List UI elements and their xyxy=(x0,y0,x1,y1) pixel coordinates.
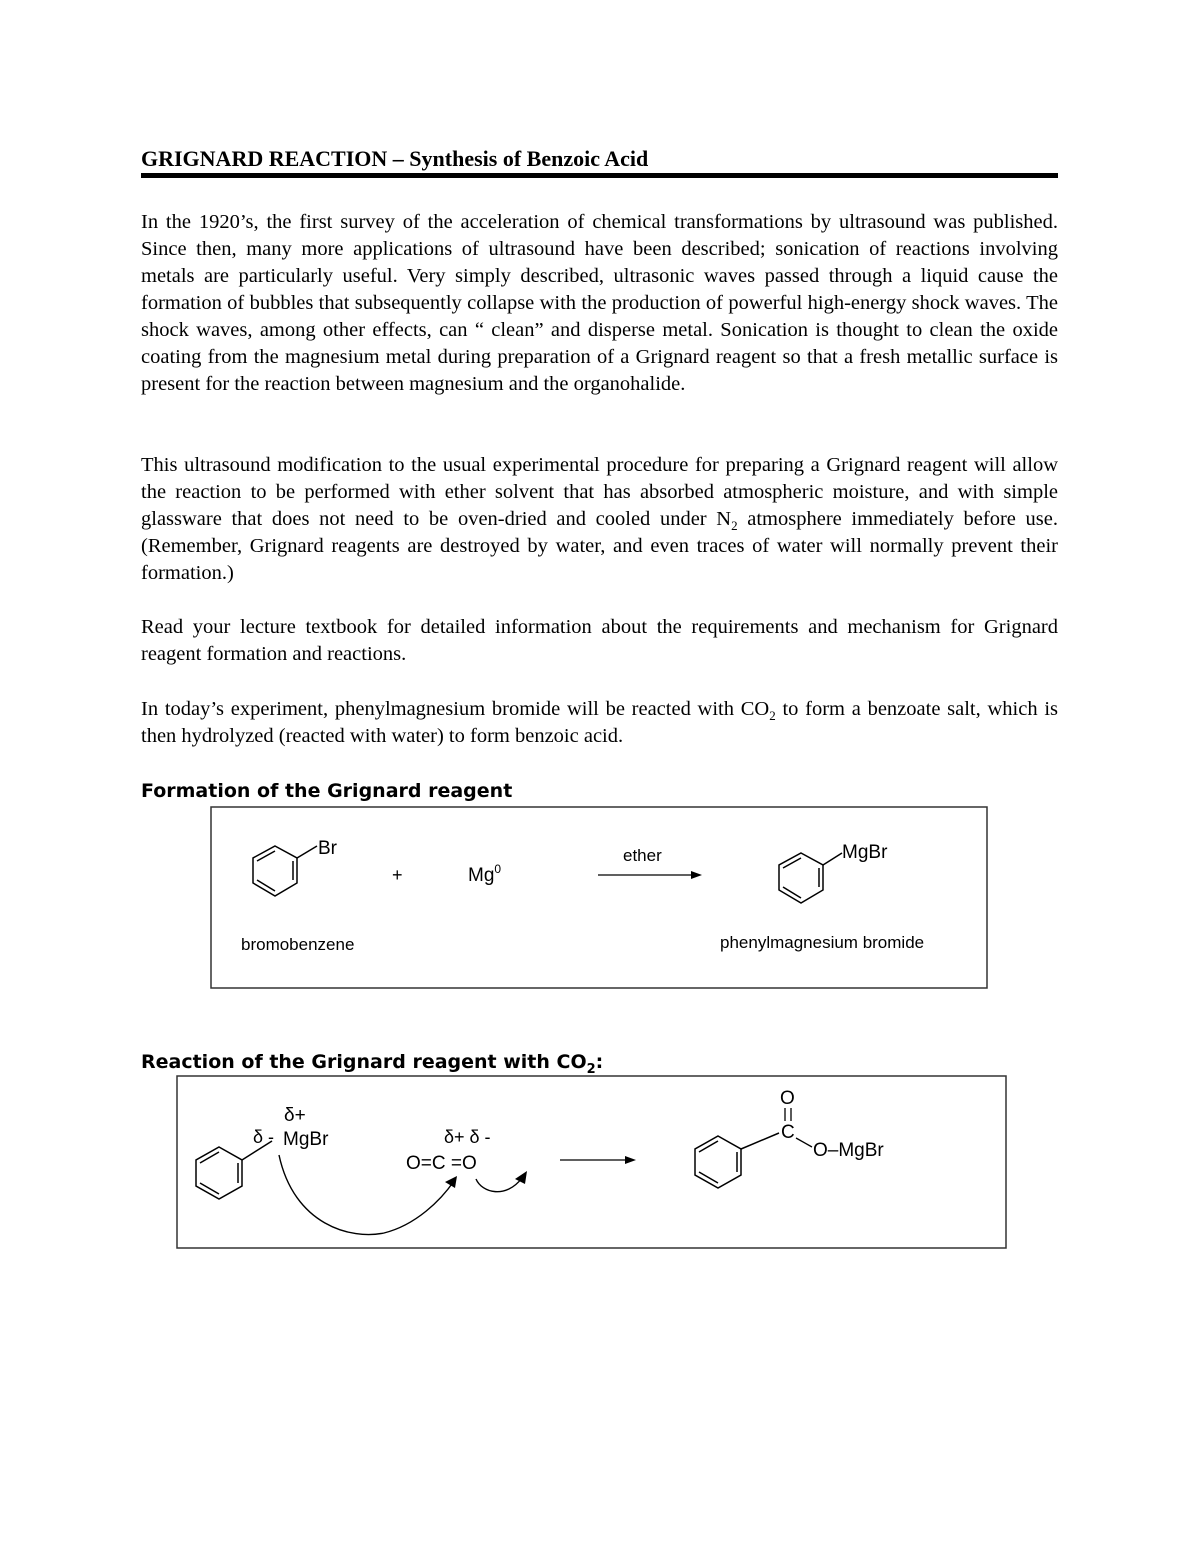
curved-arrow-icon xyxy=(476,1178,522,1192)
condition-label: ether xyxy=(623,846,662,865)
reagent-mgbr: MgBr xyxy=(283,1129,329,1150)
formation-heading: Formation of the Grignard reagent xyxy=(141,780,513,802)
co2-formula: O=C =O xyxy=(406,1153,477,1174)
arrowhead-icon xyxy=(515,1171,527,1184)
reaction-arrow-icon xyxy=(598,871,702,879)
bromo-substituent: Br xyxy=(318,838,337,859)
co2-reaction-scheme xyxy=(176,1075,1010,1251)
intro-paragraph: In the 1920’s, the first survey of the acceleration of chemical transformations by ultrasound was published. Since then, many more applications of ultrasound have been described; sonication of reactions involving metals are particularly useful. Very simply described, ultrasonic waves passed through a liquid cause the formation of bubbles that subsequently collapse with the production of powerful high-energy shock waves. The shock waves, among other effects, can “ clean” and disperse metal. Sonication is thought to clean the oxide coating from the magnesium metal during preparation of a Grignard reagent so that a fresh metallic surface is present for the reaction between magnesium and the organohalide. xyxy=(141,211,1058,395)
reactant-name: bromobenzene xyxy=(241,935,355,954)
product-name: phenylmagnesium bromide xyxy=(720,933,925,952)
plus-sign: + xyxy=(392,865,403,885)
single-bond-icon xyxy=(796,1138,812,1147)
formation-scheme xyxy=(210,806,990,990)
experiment-paragraph: In today’s experiment, phenylmagnesium bromide will be reacted with $CO_2$ to form a benzoate salt, which is then hydrolyzed (reacted with water) to form benzoic acid. xyxy=(141,698,1058,747)
title-divider xyxy=(141,173,1058,178)
co2-charges: δ+ δ - xyxy=(444,1127,491,1147)
carbonyl-carbon: C xyxy=(781,1122,795,1143)
textbook-paragraph: Read your lecture textbook for detailed information about the requirements and mechanism for Grignard reagent formation and reactions. xyxy=(141,616,1058,665)
scheme-frame xyxy=(177,1076,1006,1248)
benzene-ring-icon xyxy=(253,846,317,896)
carbonyl-oxygen: O xyxy=(780,1088,795,1109)
benzene-ring-icon xyxy=(695,1133,779,1188)
carboxylate-group: O–MgBr xyxy=(813,1140,884,1161)
co2-reaction-heading: Reaction of the Grignard reagent with $CO_2$: xyxy=(141,1051,604,1077)
mgbr-substituent: MgBr xyxy=(842,842,888,863)
delta-minus-label: δ - xyxy=(253,1127,275,1147)
reaction-arrow-icon xyxy=(560,1156,636,1164)
ultrasound-paragraph: This ultrasound modification to the usual experimental procedure for preparing a Grignard reagent will allow the reaction to be performed with ether solvent that has absorbed atmospheric moisture, and with simple glassware that does not need to be oven-dried and cooled under $N_2$ atmosphere immediately before use. (Remember, Grignard reagents are destroyed by water, and even traces of water will normally prevent their formation.) xyxy=(141,454,1058,584)
page-title: GRIGNARD REACTION – Synthesis of Benzoic Acid xyxy=(141,146,649,171)
benzene-ring-icon xyxy=(196,1141,272,1199)
benzene-ring-icon xyxy=(779,853,842,903)
delta-plus-label: δ+ xyxy=(284,1105,306,1126)
magnesium-label: Mg$^0$ xyxy=(468,862,502,886)
scheme-frame xyxy=(211,807,987,988)
double-bond-icon xyxy=(785,1108,791,1121)
